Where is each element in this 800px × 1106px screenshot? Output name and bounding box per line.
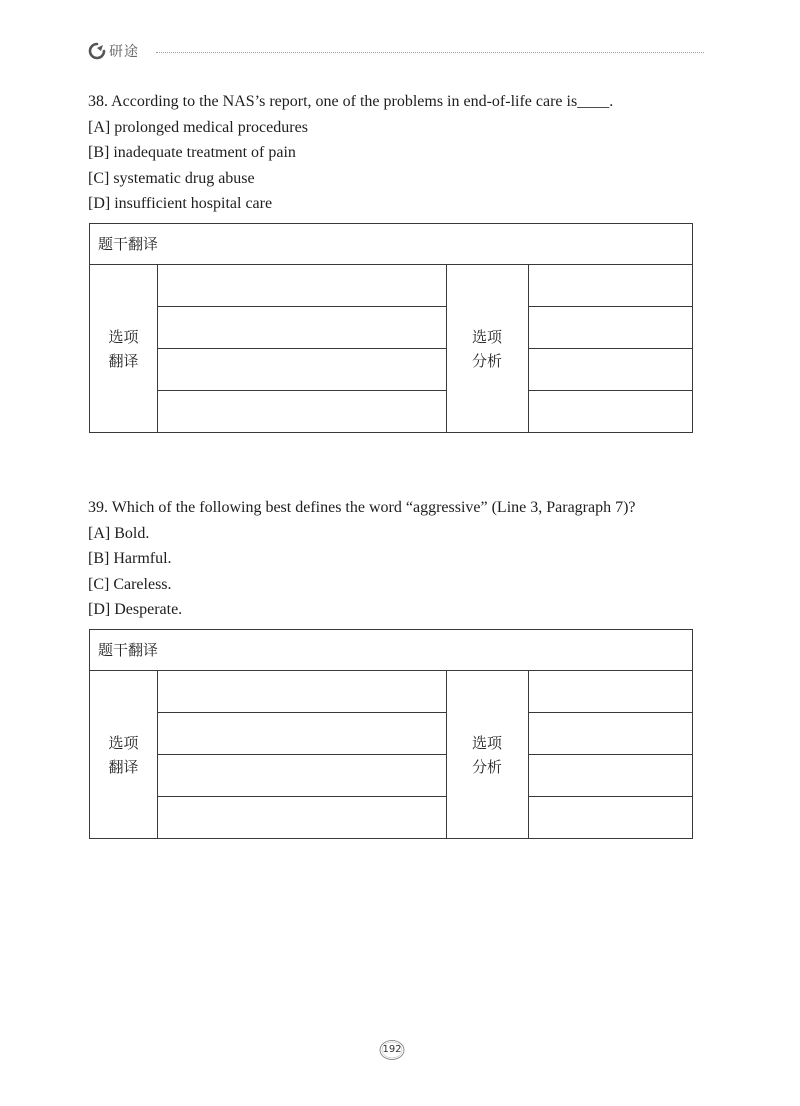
translation-cell[interactable] — [157, 671, 446, 713]
translation-cell[interactable] — [157, 307, 446, 349]
answer-grid-38 — [89, 223, 693, 433]
analysis-cell[interactable] — [528, 307, 692, 349]
translation-cell[interactable] — [157, 797, 446, 839]
stem-translation-label: 题干翻译 — [90, 224, 692, 265]
translation-cell[interactable] — [157, 391, 446, 433]
analysis-cell[interactable] — [528, 671, 692, 713]
analysis-cell[interactable] — [528, 391, 692, 433]
page-number: 192 — [382, 1044, 402, 1055]
translation-cell[interactable] — [157, 265, 446, 307]
option-d: [D] insufficient hospital care — [88, 195, 273, 212]
option-c: [C] systematic drug abuse — [88, 169, 255, 187]
question-stem: 38. According to the NAS’s report, one of the problems in end-of-life care is____. — [88, 93, 614, 110]
translation-cell[interactable] — [157, 349, 446, 391]
option-translation-label — [90, 671, 158, 838]
option-translation-label-line1: 选项 — [108, 327, 139, 346]
analysis-cell[interactable] — [528, 755, 692, 797]
option-translation-cells — [157, 671, 447, 838]
header-divider — [156, 52, 704, 53]
brand-swirl-icon — [88, 42, 106, 60]
option-analysis-label-line1: 选项 — [471, 733, 502, 752]
option-analysis-cells — [528, 265, 692, 432]
grid-body — [90, 671, 692, 838]
analysis-cell[interactable] — [528, 349, 692, 391]
option-analysis-label-line1: 选项 — [471, 327, 502, 346]
option-translation-label — [90, 265, 158, 432]
option-analysis-label-line2: 分析 — [471, 757, 502, 776]
option-translation-label-line1: 选项 — [108, 733, 139, 752]
translation-cell[interactable] — [157, 713, 446, 755]
option-a: [A] prolonged medical procedures — [88, 118, 308, 136]
question-stem: 39. Which of the following best defines the word “aggressive” (Line 3, Paragraph 7)? — [88, 499, 636, 516]
question-39 — [88, 495, 708, 623]
analysis-cell[interactable] — [528, 713, 692, 755]
translation-cell[interactable] — [157, 755, 446, 797]
option-analysis-label-line2: 分析 — [471, 351, 502, 370]
option-analysis-label — [446, 265, 529, 432]
option-translation-label-line2: 翻译 — [108, 351, 139, 370]
option-analysis-cells — [528, 671, 692, 838]
option-translation-cells — [157, 265, 447, 432]
analysis-cell[interactable] — [528, 265, 692, 307]
option-b: [B] Harmful. — [88, 550, 172, 567]
brand-logo-text: 研途 — [109, 44, 139, 60]
option-a: [A] Bold. — [88, 524, 150, 542]
option-c: [C] Careless. — [88, 575, 172, 593]
grid-body — [90, 265, 692, 432]
answer-grid-39 — [89, 629, 693, 839]
question-38 — [88, 89, 708, 217]
option-analysis-label — [446, 671, 529, 838]
option-d: [D] Desperate. — [88, 601, 183, 618]
stem-translation-label: 题干翻译 — [90, 630, 692, 671]
option-translation-label-line2: 翻译 — [108, 757, 139, 776]
option-b: [B] inadequate treatment of pain — [88, 144, 296, 161]
page-number-badge — [378, 1039, 406, 1061]
page-header — [88, 40, 704, 64]
analysis-cell[interactable] — [528, 797, 692, 839]
